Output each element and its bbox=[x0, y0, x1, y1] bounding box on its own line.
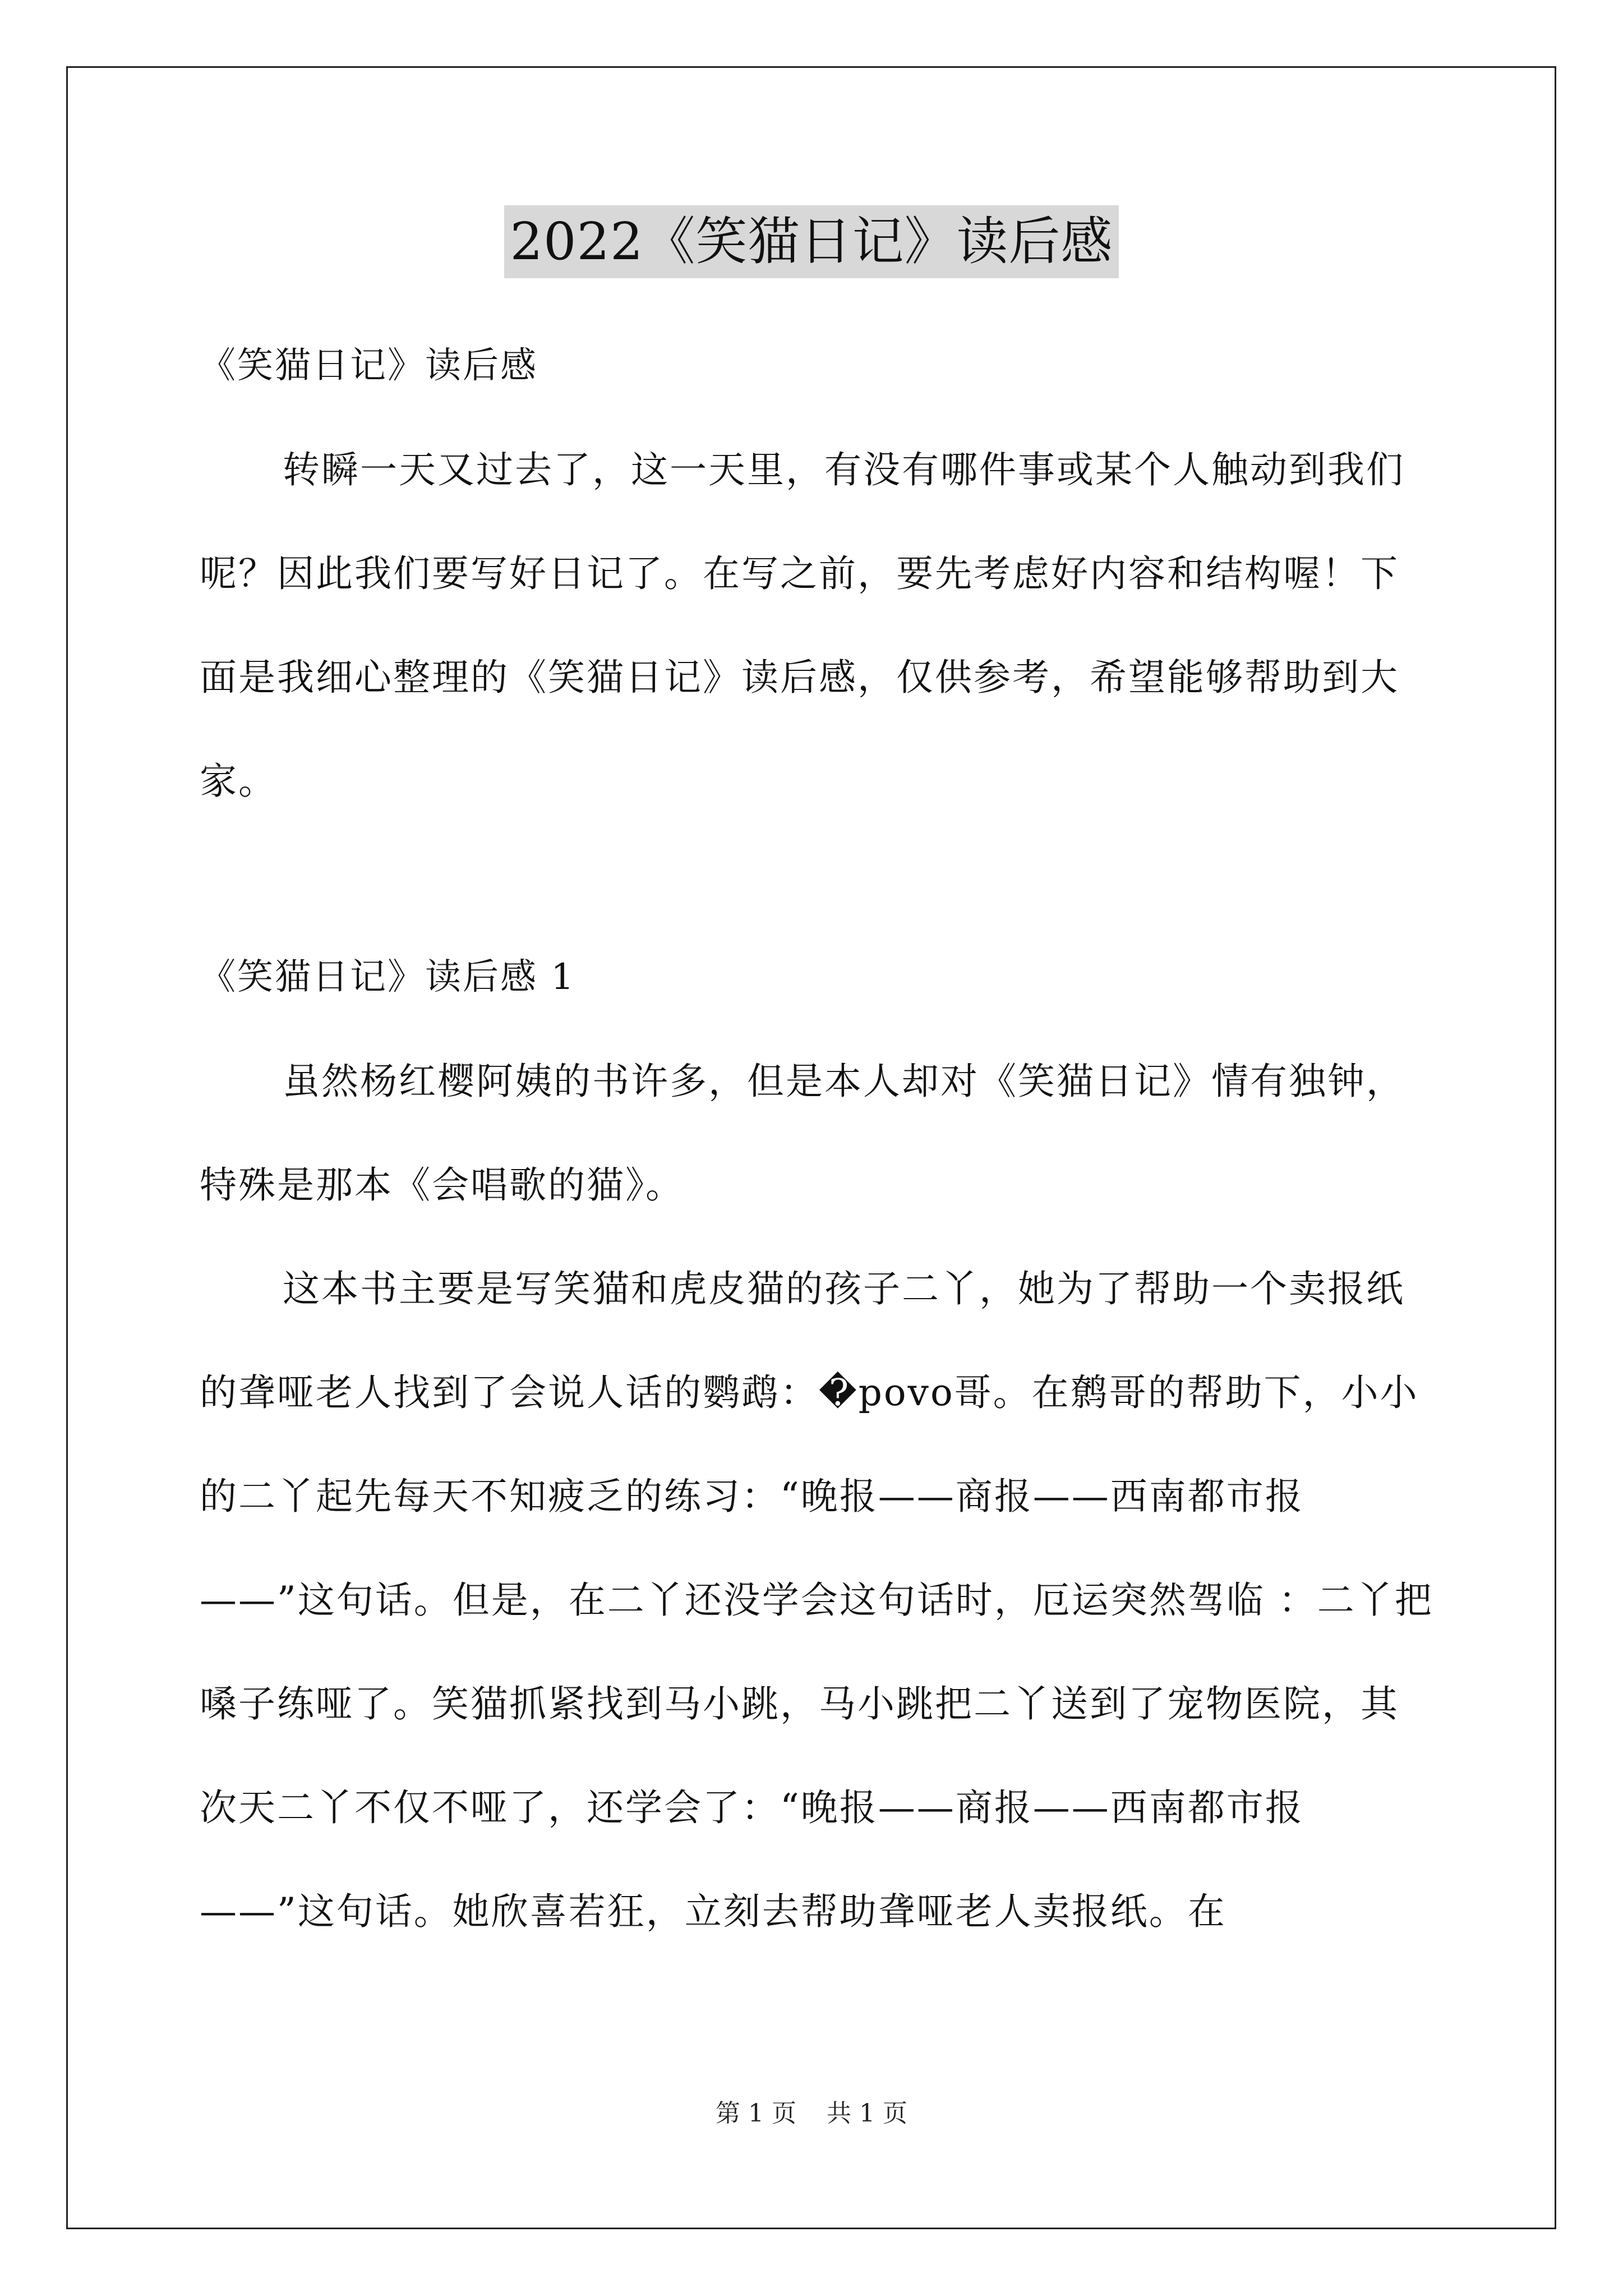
title-container bbox=[0, 205, 1623, 278]
paragraph: 虽然杨红樱阿姨的书许多，但是本人却对《笑猫日记》情有独钟，特殊是那本《会唱歌的猫》。 bbox=[200, 1060, 1405, 1207]
page-footer bbox=[0, 2097, 1623, 2131]
section-heading: 《笑猫日记》读后感 1 bbox=[200, 956, 576, 998]
page-total: 共 1 页 bbox=[827, 2099, 907, 2128]
paragraph: 这本书主要是写笑猫和虎皮猫的孩子二丫，她为了帮助一个卖报纸的聋哑老人找到了会说人话的鹦鹉：�povo哥。在鹩哥的帮助下，小小的二丫起先每天不知疲乏的练习：“晚报——商报——西南都市报——”这句话。但是，在二丫还没学会这句话时，厄运突然驾临 ：二丫把嗓子练哑了。笑猫抓紧找到马小跳，马小跳把二丫送到了宠物医院，其次天二丫不仅不哑了，还学会了：“晚报——商报——西南都市报——”这句话。她欣喜若狂，立刻去帮助聋哑老人卖报纸。在 bbox=[200, 1267, 1433, 1933]
paragraph: 转瞬一天又过去了，这一天里，有没有哪件事或某个人触动到我们呢？因此我们要写好日记了。在写之前，要先考虑好内容和结构喔！下面是我细心整理的《笑猫日记》读后感，仅供参考，希望能够帮助到大家。 bbox=[200, 448, 1405, 803]
section-heading: 《笑猫日记》读后感 bbox=[200, 345, 538, 386]
page-number: 第 1 页 bbox=[716, 2099, 796, 2128]
section-spacer bbox=[200, 833, 1433, 926]
document-body bbox=[200, 314, 1433, 1963]
document-title: 2022《笑猫日记》读后感 bbox=[504, 205, 1118, 278]
